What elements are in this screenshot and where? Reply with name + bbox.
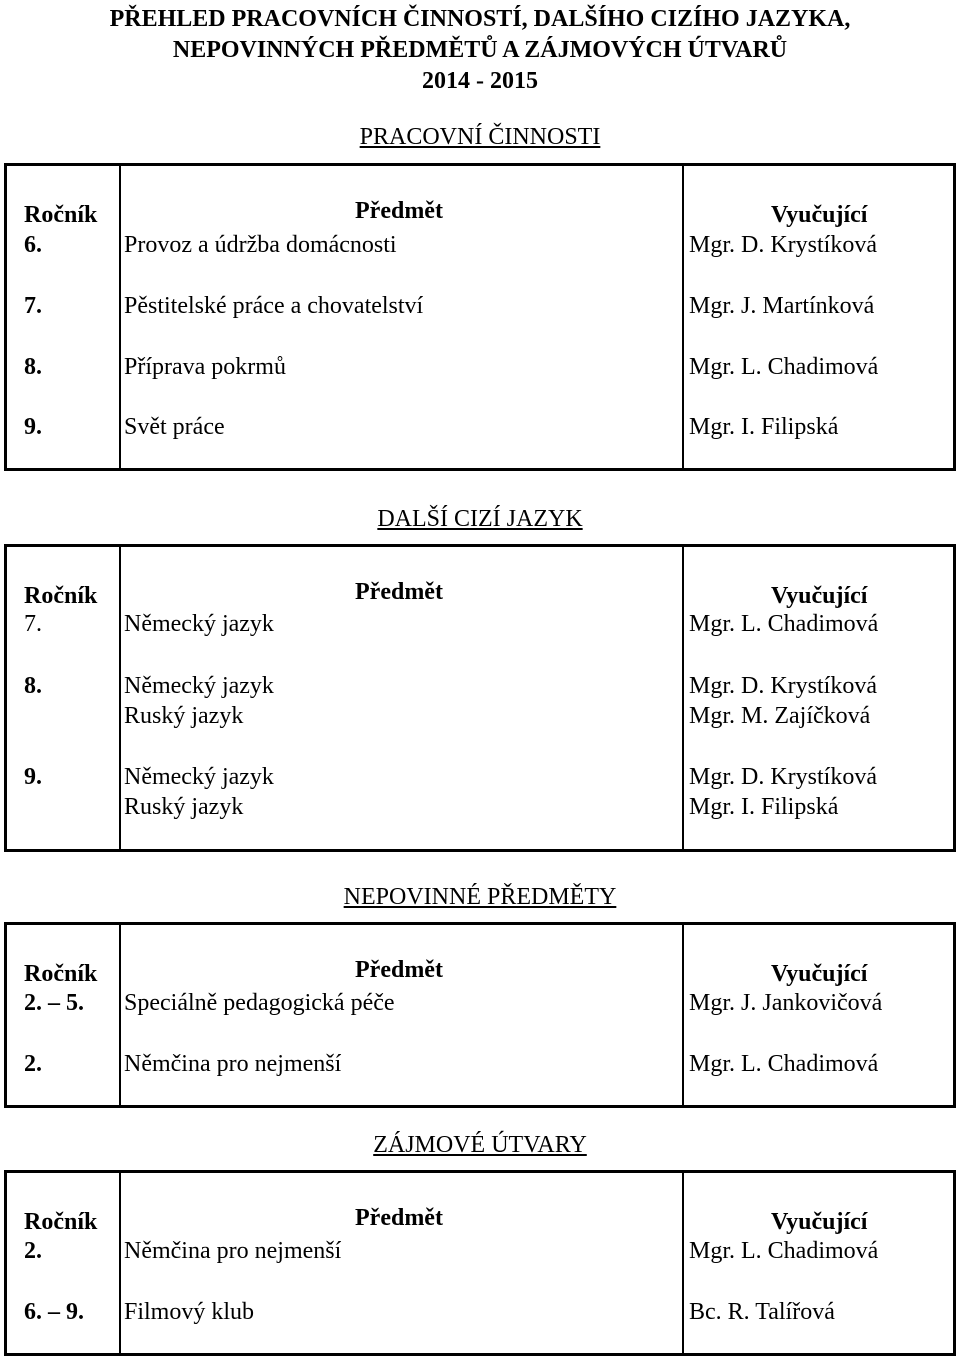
cell-vyucujici: Mgr. J. Martínková bbox=[689, 293, 875, 319]
cell-vyucujici: Bc. R. Talířová bbox=[689, 1299, 835, 1325]
section-title-dalsi: DALŠÍ CIZÍ JAZYK bbox=[377, 506, 583, 532]
table-row bbox=[7, 230, 953, 290]
vyucujici-line: Mgr. D. Krystíková bbox=[689, 764, 877, 790]
table-dalsi bbox=[4, 544, 956, 852]
cell-rocnik: 6. – 9. bbox=[24, 1299, 84, 1325]
table-header-row bbox=[7, 1173, 953, 1233]
cell-rocnik: 9. bbox=[24, 764, 42, 790]
section-title-zajmove: ZÁJMOVÉ ÚTVARY bbox=[373, 1132, 587, 1158]
header-rocnik: Ročník bbox=[24, 961, 98, 987]
header-line-1: PŘEHLED PRACOVNÍCH ČINNOSTÍ, DALŠÍHO CIZÍHO JAZYKA, bbox=[109, 6, 851, 32]
cell-rocnik: 6. bbox=[24, 232, 42, 258]
header-predmet: Předmět bbox=[355, 579, 443, 605]
vyucujici-line: Mgr. M. Zajíčková bbox=[689, 703, 871, 729]
cell-predmet: Speciálně pedagogická péče bbox=[124, 990, 395, 1016]
header-rocnik: Ročník bbox=[24, 202, 98, 228]
cell-predmet: Příprava pokrmů bbox=[124, 354, 286, 380]
cell-predmet: Svět práce bbox=[124, 414, 225, 440]
table-row bbox=[7, 762, 953, 826]
header-vyucujici: Vyučující bbox=[771, 202, 868, 228]
table-nepovinne bbox=[4, 922, 956, 1108]
section-title-nepovinne: NEPOVINNÉ PŘEDMĚTY bbox=[343, 884, 617, 910]
table-row bbox=[7, 1049, 953, 1109]
cell-predmet: Filmový klub bbox=[124, 1299, 255, 1325]
cell-rocnik: 2. bbox=[24, 1238, 42, 1264]
table-header-row bbox=[7, 166, 953, 226]
predmet-line: Německý jazyk bbox=[124, 673, 274, 699]
header-predmet: Předmět bbox=[355, 957, 443, 983]
cell-vyucujici bbox=[689, 671, 877, 731]
header-line-2: NEPOVINNÝCH PŘEDMĚTŮ A ZÁJMOVÝCH ÚTVARŮ bbox=[172, 37, 788, 63]
cell-vyucujici: Mgr. L. Chadimová bbox=[689, 1051, 879, 1077]
table-row bbox=[7, 291, 953, 351]
cell-rocnik: 7. bbox=[24, 293, 42, 319]
cell-rocnik: 2. – 5. bbox=[24, 990, 84, 1016]
cell-rocnik: 9. bbox=[24, 414, 42, 440]
cell-rocnik: 8. bbox=[24, 673, 42, 699]
cell-rocnik: 2. bbox=[24, 1051, 42, 1077]
table-row bbox=[7, 988, 953, 1048]
header-vyucujici: Vyučující bbox=[771, 961, 868, 987]
section-title-pracovni: PRACOVNÍ ČINNOSTI bbox=[359, 124, 601, 150]
cell-rocnik: 8. bbox=[24, 354, 42, 380]
predmet-line: Ruský jazyk bbox=[124, 794, 244, 820]
cell-predmet bbox=[124, 671, 274, 731]
cell-vyucujici: Mgr. J. Jankovičová bbox=[689, 990, 883, 1016]
document-header bbox=[0, 4, 960, 97]
header-rocnik: Ročník bbox=[24, 1209, 98, 1235]
table-row bbox=[7, 609, 953, 669]
cell-vyucujici: Mgr. D. Krystíková bbox=[689, 232, 877, 258]
header-vyucujici: Vyučující bbox=[771, 1209, 868, 1235]
header-rocnik: Ročník bbox=[24, 583, 98, 609]
header-predmet: Předmět bbox=[355, 198, 443, 224]
cell-predmet: Pěstitelské práce a chovatelství bbox=[124, 293, 424, 319]
cell-vyucujici bbox=[689, 762, 877, 822]
vyucujici-line: Mgr. I. Filipská bbox=[689, 794, 839, 820]
table-header-row bbox=[7, 547, 953, 607]
predmet-line: Ruský jazyk bbox=[124, 703, 244, 729]
table-header-row bbox=[7, 925, 953, 985]
cell-vyucujici: Mgr. I. Filipská bbox=[689, 414, 839, 440]
cell-predmet: Němčina pro nejmenší bbox=[124, 1238, 342, 1264]
table-row bbox=[7, 412, 953, 472]
header-predmet: Předmět bbox=[355, 1205, 443, 1231]
cell-vyucujici: Mgr. L. Chadimová bbox=[689, 354, 879, 380]
cell-rocnik: 7. bbox=[24, 611, 42, 637]
cell-vyucujici: Mgr. L. Chadimová bbox=[689, 611, 879, 637]
predmet-line: Německý jazyk bbox=[124, 764, 274, 790]
table-pracovni bbox=[4, 163, 956, 471]
table-row bbox=[7, 1236, 953, 1296]
cell-predmet bbox=[124, 762, 274, 822]
cell-predmet: Německý jazyk bbox=[124, 611, 274, 637]
table-row bbox=[7, 352, 953, 412]
table-row bbox=[7, 1297, 953, 1357]
cell-predmet: Provoz a údržba domácnosti bbox=[124, 232, 397, 258]
header-vyucujici: Vyučující bbox=[771, 583, 868, 609]
cell-vyucujici: Mgr. L. Chadimová bbox=[689, 1238, 879, 1264]
header-line-3: 2014 - 2015 bbox=[422, 68, 538, 94]
table-row bbox=[7, 671, 953, 735]
cell-predmet: Němčina pro nejmenší bbox=[124, 1051, 342, 1077]
table-zajmove bbox=[4, 1170, 956, 1356]
vyucujici-line: Mgr. D. Krystíková bbox=[689, 673, 877, 699]
